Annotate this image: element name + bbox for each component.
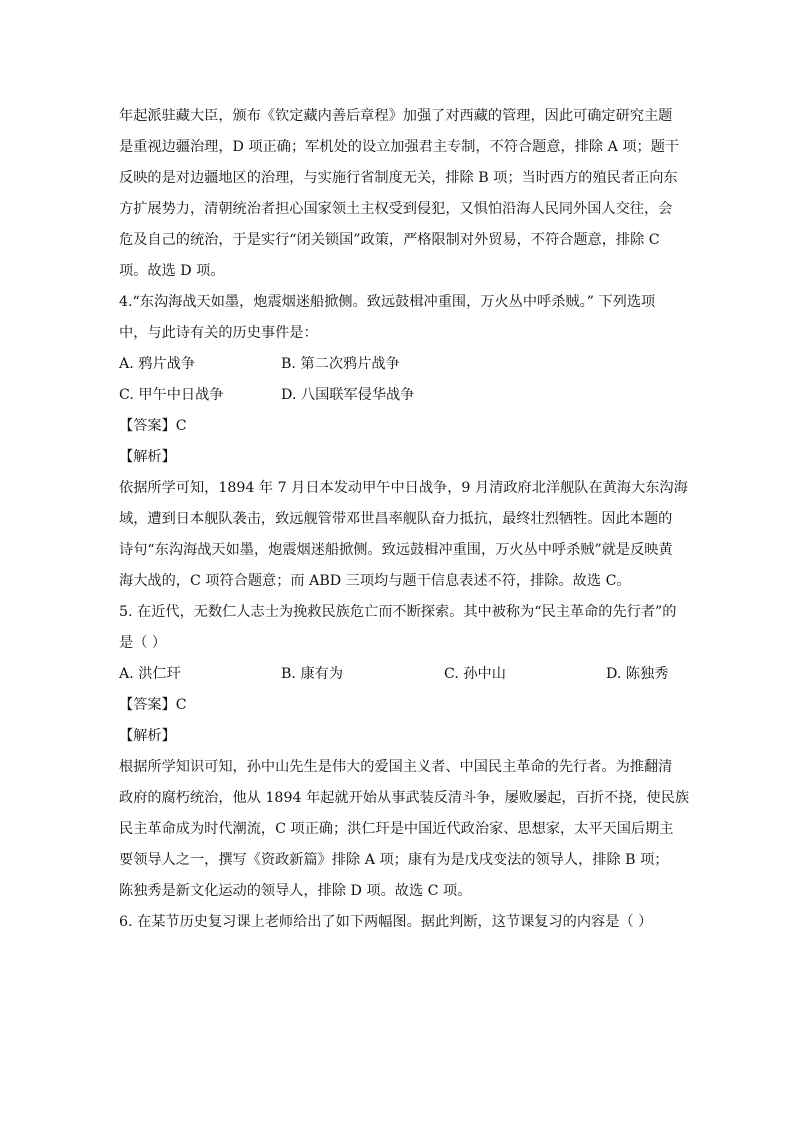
analysis-label: 【解析】 <box>119 449 176 465</box>
option-b: B. 第二次鸦片战争 <box>281 356 400 372</box>
option-a: A. 洪仁玕 <box>119 666 181 682</box>
option-b: B. 康有为 <box>281 666 344 682</box>
analysis-line: 域，遭到日本舰队袭击，致远舰管带邓世昌率舰队奋力抵抗，最终壮烈牺牲。因此本题的 <box>119 511 673 527</box>
analysis-line: 民主革命成为时代潮流，C 项正确；洪仁玕是中国近代政治家、思想家，太平天国后期主 <box>119 821 674 837</box>
analysis-line: 要领导人之一，撰写《资政新篇》排除 A 项；康有为是戊戌变法的领导人，排除 B 项； <box>119 852 669 868</box>
options-row <box>119 380 679 411</box>
text-line: 危及自己的统治，于是实行“闭关锁国”政策，严格限制对外贸易，不符合题意，排除 C <box>119 232 660 248</box>
answer-label: 【答案】C <box>119 697 187 713</box>
analysis-line: 海大战的，C 项符合题意；而 ABD 三项均与题干信息表述不符，排除。故选 C。 <box>119 573 631 589</box>
question-4 <box>119 287 688 597</box>
options-row <box>119 659 679 690</box>
text-line: 项。故选 D 项。 <box>119 263 225 279</box>
analysis-line: 根据所学知识可知，孙中山先生是伟大的爱国主义者、中国民主革命的先行者。为推翻清 <box>119 759 673 775</box>
analysis-label: 【解析】 <box>119 728 176 744</box>
answer-label: 【答案】C <box>119 418 187 434</box>
analysis-line: 陈独秀是新文化运动的领导人，排除 D 项。故选 C 项。 <box>119 883 472 899</box>
option-c: C. 甲午中日战争 <box>119 387 224 403</box>
question-stem-line: 4.“东沟海战天如墨，炮震烟迷船掀侧。致远鼓楫冲重围，万火丛中呼杀贼。” 下列选项 <box>119 294 656 310</box>
option-d: D. 八国联军侵华战争 <box>281 387 415 403</box>
option-a: A. 鸦片战争 <box>119 356 196 372</box>
text-line: 年起派驻藏大臣，颁布《钦定藏内善后章程》加强了对西藏的管理，因此可确定研究主题 <box>119 108 673 124</box>
document-page <box>119 101 690 938</box>
previous-analysis-block <box>119 101 679 287</box>
analysis-line: 政府的腐朽统治，他从 1894 年起就开始从事武装反清斗争，屡败屡起，百折不挠，使民族 <box>119 790 690 806</box>
question-5 <box>119 597 690 907</box>
text-line: 方扩展势力，清朝统治者担心国家领土主权受到侵犯，又惧怕沿海人民同外国人交往，会 <box>119 201 673 217</box>
analysis-line: 依据所学可知，1894 年 7 月日本发动甲午中日战争，9 月清政府北洋舰队在黄海大东沟海 <box>119 480 688 496</box>
question-stem-line: 是（ ） <box>119 635 167 651</box>
question-6 <box>119 907 679 938</box>
text-line: 是重视边疆治理，D 项正确；军机处的设立加强君主专制，不符合题意，排除 A 项；题干 <box>119 139 680 155</box>
option-d: D. 陈独秀 <box>606 666 669 682</box>
option-c: C. 孙中山 <box>444 666 506 682</box>
question-stem-line: 6. 在某节历史复习课上老师给出了如下两幅图。据此判断，这节课复习的内容是（ ） <box>119 914 653 930</box>
question-stem-line: 5. 在近代，无数仁人志士为挽救民族危亡而不断探索。其中被称为“民主革命的先行者”的 <box>119 604 677 620</box>
text-line: 反映的是对边疆地区的治理，与实施行省制度无关，排除 B 项；当时西方的殖民者正向东 <box>119 170 678 186</box>
options-row <box>119 349 679 380</box>
analysis-line: 诗句“东沟海战天如墨，炮震烟迷船掀侧。致远鼓楫冲重围，万火丛中呼杀贼”就是反映黄 <box>119 542 673 558</box>
question-stem-line: 中，与此诗有关的历史事件是： <box>119 325 318 341</box>
